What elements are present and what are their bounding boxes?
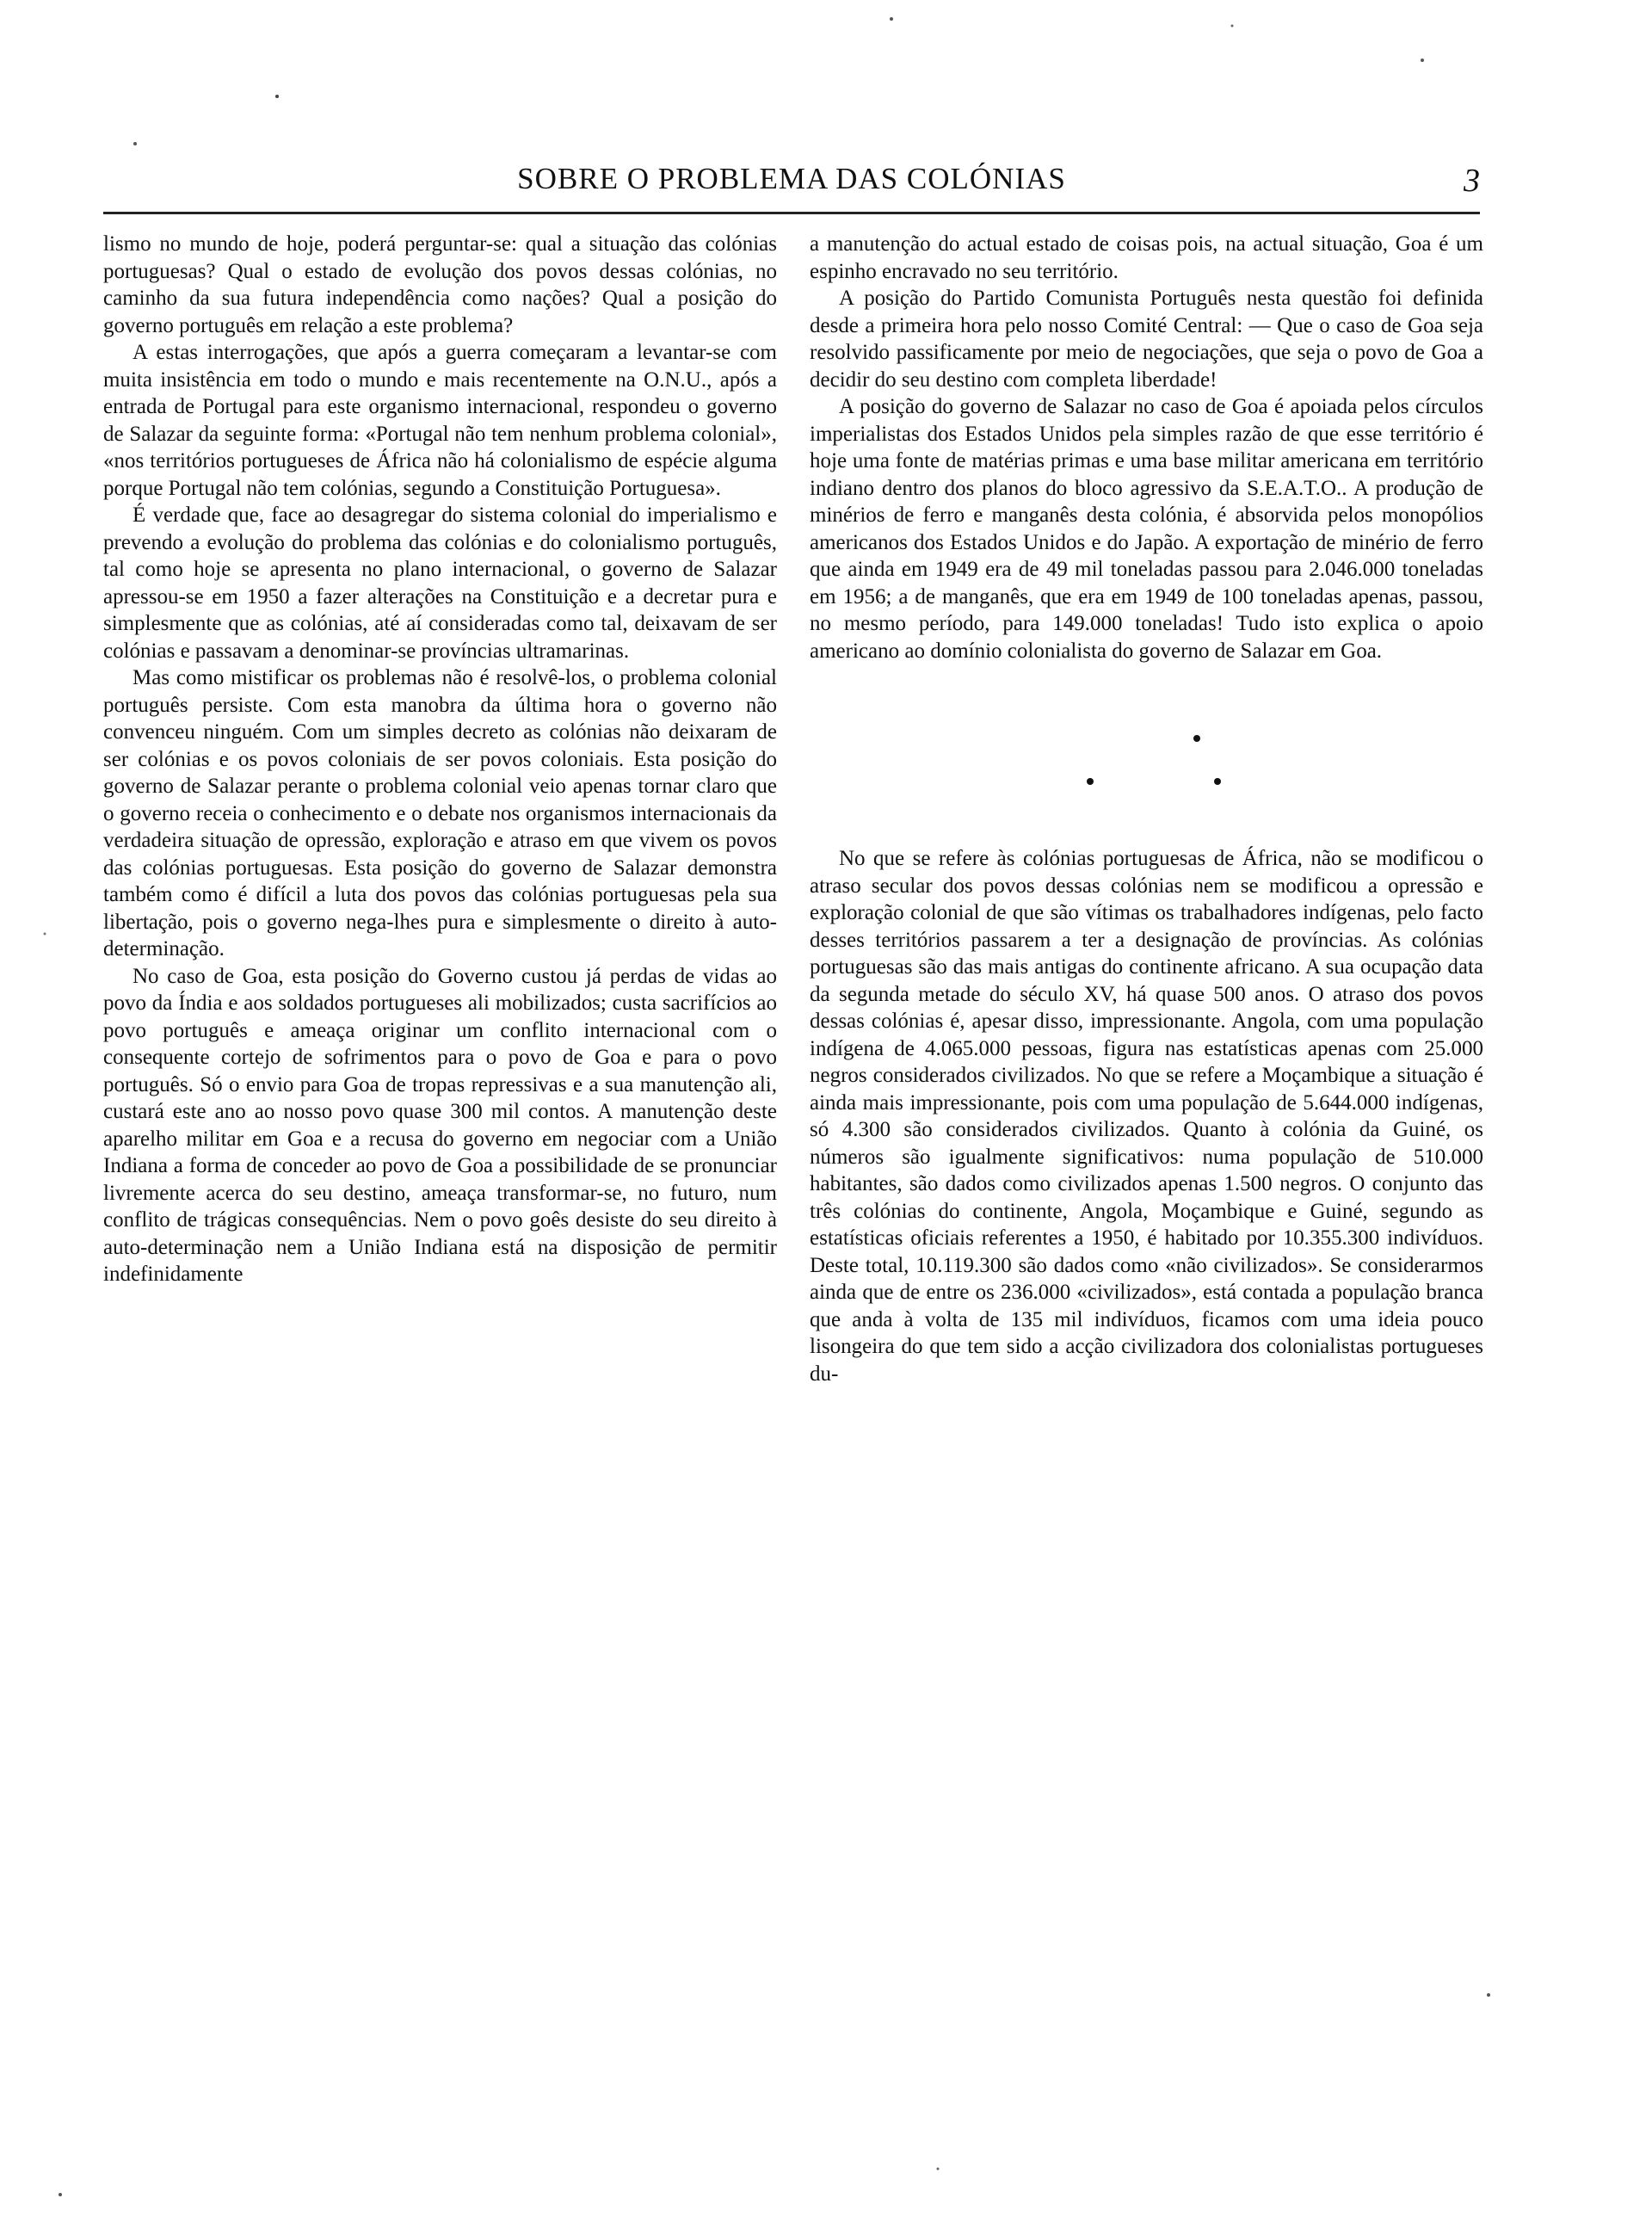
paragraph: No caso de Goa, esta posição do Governo custou já perdas de vidas ao povo da Índia e aos soldados portugueses ali mobilizados; custa sacrifícios ao povo português e ameaça originar um conflito internacional com o consequente cortejo de sofrimentos para o povo de Goa e para o povo português. Só o envio para Goa de tropas repressivas e a sua manutenção ali, custará este ano ao nosso povo quase 300 mil contos. A manutenção deste aparelho militar em Goa e a recusa do governo em negociar com a União Indiana a forma de conceder ao povo de Goa a possibilidade de se pronunciar livremente acerca do seu destino, ameaça transformar-se, no futuro, num conflito de trágicas consequências. Nem o povo goês desiste do seu direito à auto-determinação nem a União Indiana está na disposição de permitir indefinidamente	[103, 964, 777, 1286]
running-title: SOBRE O PROBLEMA DAS COLÓNIAS	[517, 162, 1066, 195]
paragraph: A posição do Partido Comunista Português nesta questão foi definida desde a primeira hora pelo nosso Comité Central: — Que o caso de Goa seja resolvido passificamente por meio de negociações, que seja o povo de Goa a decidir do seu destino com completa liberdade!	[810, 287, 1483, 392]
paragraph: a manutenção do actual estado de coisas pois, na actual situação, Goa é um espinho encravado no seu território.	[810, 232, 1483, 283]
paragraph: lismo no mundo de hoje, poderá perguntar-se: qual a situação das colónias portuguesas? Qual o estado de evolução dos povos dessas colónias, no caminho da sua futura independência como nações? Qual a posição do governo português em relação a este problema?	[103, 232, 777, 337]
page-number: 3	[1464, 163, 1480, 199]
paragraph: Mas como mistificar os problemas não é resolvê-los, o problema colonial português persiste. Com esta manobra da última hora o governo não convenceu ninguém. Com um simples decreto as colónias não deixaram de ser colónias e os povos coloniais de ser povos coloniais. Esta posição do governo de Salazar perante o problema colonial veio apenas tornar claro que o governo receia o conhecimento e o debate nos organismos internacionais da verdadeira situação de opressão, exploração e atraso em que vivem os povos das colónias portuguesas. Esta posição do governo de Salazar demonstra também como é difícil a luta dos povos das colónias portuguesas pela sua libertação, pois o governo nega-lhes pura e simplesmente o direito à auto-determinação.	[103, 666, 777, 960]
paragraph: A posição do governo de Salazar no caso de Goa é apoiada pelos círculos imperialistas dos Estados Unidos pela simples razão de que esse território é hoje uma fonte de matérias primas e uma base militar americana em território indiano dentro dos planos do bloco agressivo da S.E.A.T.O.. A produção de minérios de ferro e manganês desta colónia, é absorvida pelos monopólios americanos dos Estados Unidos e do Japão. A exportação de minério de ferro que ainda em 1949 era de 49 mil toneladas passou para 2.046.000 toneladas em 1956; a de manganês, que era em 1949 de 100 toneladas apenas, passou, no mesmo período, para 149.000 toneladas! Tudo isto explica o apoio americano ao domínio colonialista do governo de Salazar em Goa.	[810, 395, 1483, 663]
paragraph: A estas interrogações, que após a guerra começaram a levantar-se com muita insistência em todo o mundo e mais recentemente na O.N.U., após a entrada de Portugal para este organismo internacional, respondeu o governo de Salazar da seguinte forma: «Portugal não tem nenhum problema colonial», «nos territórios portugueses de África não há colonialismo de espécie alguma porque Portugal não tem colónias, segundo a Constituição Portuguesa».	[103, 341, 777, 500]
paragraph: No que se refere às colónias portuguesas de África, não se modificou o atraso secular dos povos dessas colónias nem se modificou a opressão e exploração colonial de que são vítimas os trabalhadores indígenas, pelo facto desses territórios passarem a ter a designação de províncias. As colónias portuguesas são das mais antigas do continente africano. A sua ocupação data da segunda metade do século XV, há quase 500 anos. O atraso dos povos dessas colónias é, apesar disso, impressionante. Angola, com uma população indígena de 4.065.000 pessoas, figura nas estatísticas apenas com 25.000 negros considerados civilizados. No que se refere a Moçambique a situação é ainda mais impressionante, pois com uma população de 5.644.000 indígenas, só 4.300 são considerados civilizados. Quanto à colónia da Guiné, os números são igualmente significativos: numa população de 510.000 habitantes, são dados como civilizados apenas 1.500 negros. O conjunto das três colónias do continente, Angola, Moçambique e Guiné, segundo as estatísticas oficiais referentes a 1950, é habitado por 10.355.300 indivíduos. Deste total, 10.119.300 são dados como «não civilizados». Se considerarmos ainda que de entre os 236.000 «civilizados», está contada a população branca que anda à volta de 135 mil indivíduos, ficamos com uma ideia pouco lisongeira do que tem sido a acção civilizadora dos colonialistas portugueses du-	[810, 847, 1483, 1386]
paragraph: É verdade que, face ao desagregar do sistema colonial do imperialismo e prevendo a evolução do problema das colónias e do colonialismo português, tal como hoje se apresenta no plano internacional, o governo de Salazar apressou-se em 1950 a fazer alterações na Constituição e a decretar pura e simplesmente que as colónias, até aí consideradas como tal, deixavam de ser colónias e passavam a denominar-se províncias ultramarinas.	[103, 503, 777, 663]
